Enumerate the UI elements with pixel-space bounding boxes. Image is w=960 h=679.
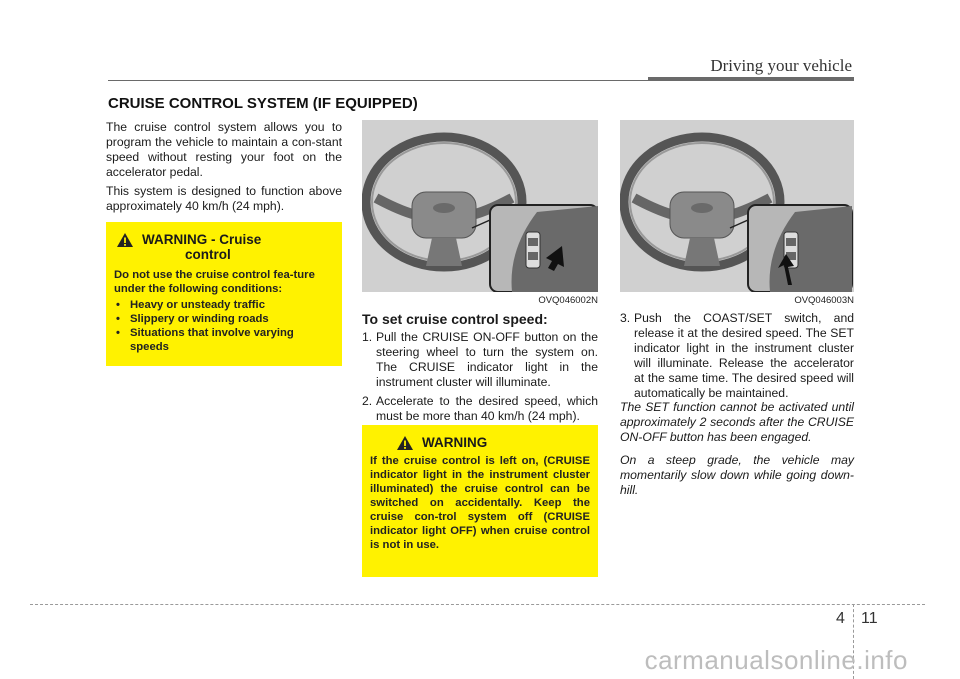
warning-list: [114, 298, 334, 354]
steering-wheel-figure: [362, 120, 598, 292]
header-rule: [108, 80, 653, 81]
warning-subtitle: control: [185, 247, 231, 262]
step-text: Push the COAST/SET switch, and release it at the desired speed. The SET indicator light in the instrument cluster will illuminate. Release the accelerator at the same time. The desired speed will automatically be maintained.: [634, 311, 854, 400]
warning-text: Do not use the cruise control fea-ture under the following conditions:: [114, 269, 315, 295]
step-text: Pull the CRUISE ON-OFF button on the steering wheel to turn the system on. The CRUISE indicator light in the instrument cluster will illuminate.: [376, 330, 598, 389]
warning-title: WARNING: [142, 232, 208, 247]
step-text: Accelerate to the desired speed, which must be more than 40 km/h (24 mph).: [376, 394, 598, 423]
warning-title: WARNING: [422, 435, 488, 450]
note-text: On a steep grade, the vehicle may momentarily slow down while going down-hill.: [620, 453, 854, 497]
notes: [620, 400, 854, 498]
cruise-warning-box: [106, 222, 342, 366]
warning-triangle-icon: [396, 435, 414, 451]
warning-subtitle: - Cruise: [211, 232, 262, 247]
list-item: • Slippery or winding roads: [114, 312, 334, 326]
step-number: 2.: [362, 394, 373, 408]
list-item: • Situations that involve varying speeds: [114, 326, 334, 354]
warning-heading: [396, 435, 590, 451]
sub-heading: To set cruise control speed:: [362, 311, 548, 327]
page-number: 11: [861, 610, 878, 627]
note-text: The SET function cannot be activated until approximately 2 seconds after the CRUISE ON-OFF button has been engaged.: [620, 400, 854, 444]
intro-text: [106, 120, 342, 214]
figure-caption: OVQ046003N: [794, 295, 854, 306]
steps-list: [620, 311, 854, 401]
list-item: [362, 330, 598, 390]
intro-paragraph: The cruise control system allows you to program the vehicle to maintain a con-stant speed without resting your foot on the accelerator pedal.: [106, 120, 342, 179]
steering-wheel-illustration: [620, 120, 854, 292]
warning-heading: [116, 232, 334, 262]
steps-list: [362, 330, 598, 424]
list-item: [362, 394, 598, 424]
cruise-warning-box: [362, 425, 598, 577]
watermark-text: carmanualsonline.info: [644, 645, 908, 675]
figure-caption: OVQ046002N: [538, 295, 598, 306]
warning-text: If the cruise control is left on, (CRUISE indicator light in the instrument cluster illuminated) the cruise control can be switched on accidentally. Keep the cruise con-trol system off (CRUISE indicator light OFF) when cruise control is not in use.: [370, 455, 590, 551]
warning-triangle-icon: [116, 232, 134, 248]
header-rule-accent: [648, 77, 854, 81]
step-number: 1.: [362, 330, 373, 344]
step-number: 3.: [620, 311, 631, 325]
chapter-header-title: Driving your vehicle: [710, 56, 852, 75]
section-title: CRUISE CONTROL SYSTEM (IF EQUIPPED): [108, 95, 418, 112]
list-item: [620, 311, 854, 401]
footer-rule: [30, 604, 925, 605]
steering-wheel-illustration: [362, 120, 598, 292]
intro-paragraph: This system is designed to function above approximately 40 km/h (24 mph).: [106, 184, 342, 213]
list-item: • Heavy or unsteady traffic: [114, 298, 334, 312]
chapter-number: 4: [836, 610, 845, 627]
steering-wheel-figure: [620, 120, 854, 292]
